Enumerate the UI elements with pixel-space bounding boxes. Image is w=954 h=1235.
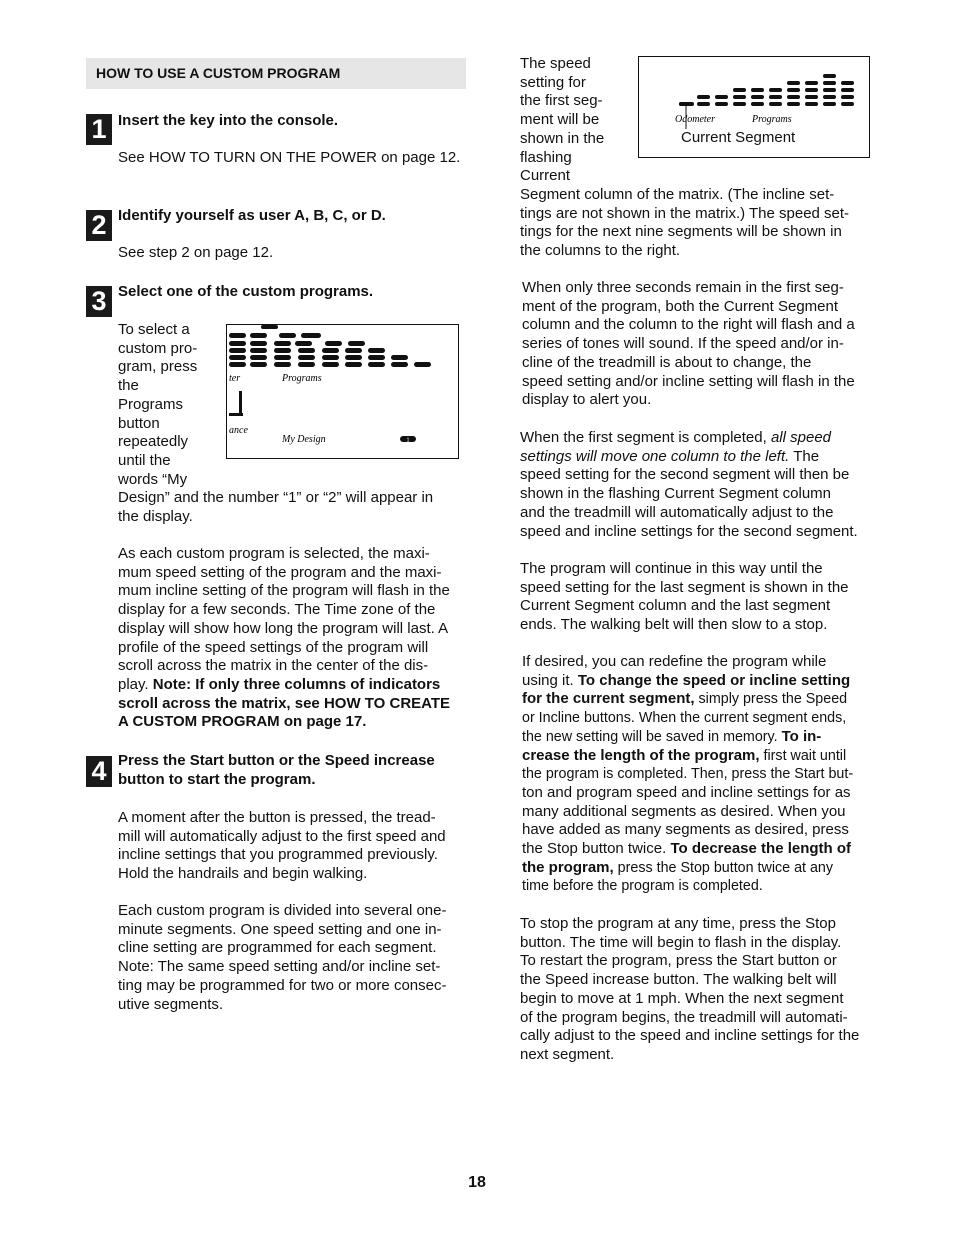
- step-4-para-1: A moment after the button is pressed, the tread- mill will automatically adjust to the first speed and incline settings that you programmed previously. Hold the handrails and begin walking.: [118, 809, 446, 883]
- section-title: HOW TO USE A CUSTOM PROGRAM: [96, 65, 341, 81]
- step-4-para-2: Each custom program is divided into several one- minute segments. One speed setting and one in- cline setting are programmed for each segment. Note: The same speed setting and/or incline set- ting may be programmed for two or more consec- utive segments.: [118, 902, 447, 1013]
- step-1-title: Insert the key into the console.: [118, 112, 339, 129]
- step-4-title: Press the Start button or the Speed increase button to start the program.: [118, 752, 435, 788]
- section-header: [86, 58, 466, 89]
- display-label-ter: ter: [229, 373, 241, 384]
- step-1-body: See HOW TO TURN ON THE POWER on page 12.: [118, 149, 461, 166]
- display-label-odometer: Odometer: [675, 114, 715, 125]
- step-3-wrap-text: To select a custom pro- gram, press the Programs button repeatedly until the words “My Design” and the number “1” or “2” will appear in the display.: [118, 321, 434, 526]
- right-para-three-seconds: When only three seconds remain in the first seg- ment of the program, both the Current Segment column and the column to the right will flash and a series of tones will sound. If the speed and/or in- cline of the treadmill is about to change, the speed setting and/or incline setting will flash in the display to alert you.: [522, 279, 855, 409]
- step-2-number: 2: [86, 210, 112, 241]
- step-1-number: 1: [86, 114, 112, 145]
- current-segment-caption: Current Segment: [681, 129, 796, 146]
- page-number: 18: [468, 1174, 486, 1191]
- display-label-my-design: My Design: [282, 434, 326, 445]
- right-para-continue: The program will continue in this way until the speed setting for the last segment is shown in the Current Segment column and the last segment ends. The walking belt will then slow to a stop.: [520, 560, 849, 634]
- right-para-first-segment: When the first segment is completed, all speed settings will move one column to the left. The speed setting for the second segment will then be shown in the flashing Current Segment column and the treadmill will automatically adjust to the speed and incline settings for the second segment.: [520, 429, 858, 540]
- step-2-body: See step 2 on page 12.: [118, 244, 274, 261]
- step-3-number: 3: [86, 286, 112, 317]
- right-intro: The speed setting for the first seg- ment will be shown in the flashing Current Segment column of the matrix. (The incline set- tings are not shown in the matrix.) The speed set- tings for the next nine segments will be shown in the columns to the right.: [520, 55, 850, 260]
- matrix-display-graphic: [227, 325, 458, 458]
- step-3-para-2: As each custom program is selected, the maxi- mum speed setting of the program and the maxi- mum incline setting of the program will flash in the display for a few seconds. The Time zone of the display will show how long the program will last. A profile of the speed settings of the program will scroll across the matrix in the center of the dis- play. Note: If only three columns of indicators scroll across the matrix, see HOW TO CREATE A CUSTOM PROGRAM on page 17.: [118, 545, 451, 731]
- step-4-number: 4: [86, 756, 112, 787]
- console-display-my-design: [226, 324, 459, 459]
- matrix-display-graphic-2: [639, 57, 869, 157]
- step-2-title: Identify yourself as user A, B, C, or D.: [118, 207, 386, 224]
- right-para-redefine: If desired, you can redefine the program while using it. To change the speed or incline setting for the current segment, simply press the Speed or Incline buttons. When the current segment ends, the new setting will be saved in memory. To in- crease the length of the program, first wait until the program is completed. Then, press the Start but- ton and program speed and incline settings for as many additional segments as desired. When you have added as many segments as desired, press the Stop button twice. To decrease the length of the program, press the Stop button twice at any time before the program is completed.: [522, 653, 854, 895]
- step-3-title: Select one of the custom programs.: [118, 283, 374, 300]
- right-para-stop: To stop the program at any time, press the Stop button. The time will begin to flash in the display. To restart the program, press the Start button or the Speed increase button. The walking belt will begin to move at 1 mph. When the next segment of the program begins, the treadmill will automati- cally adjust to the speed and incline settings for the next segment.: [520, 915, 860, 1063]
- program-number-badge-text: 1: [406, 437, 410, 444]
- console-display-current-segment: [638, 56, 870, 158]
- display-label-programs-2: Programs: [752, 114, 792, 125]
- display-label-ance: ance: [229, 425, 248, 436]
- display-label-programs: Programs: [282, 373, 322, 384]
